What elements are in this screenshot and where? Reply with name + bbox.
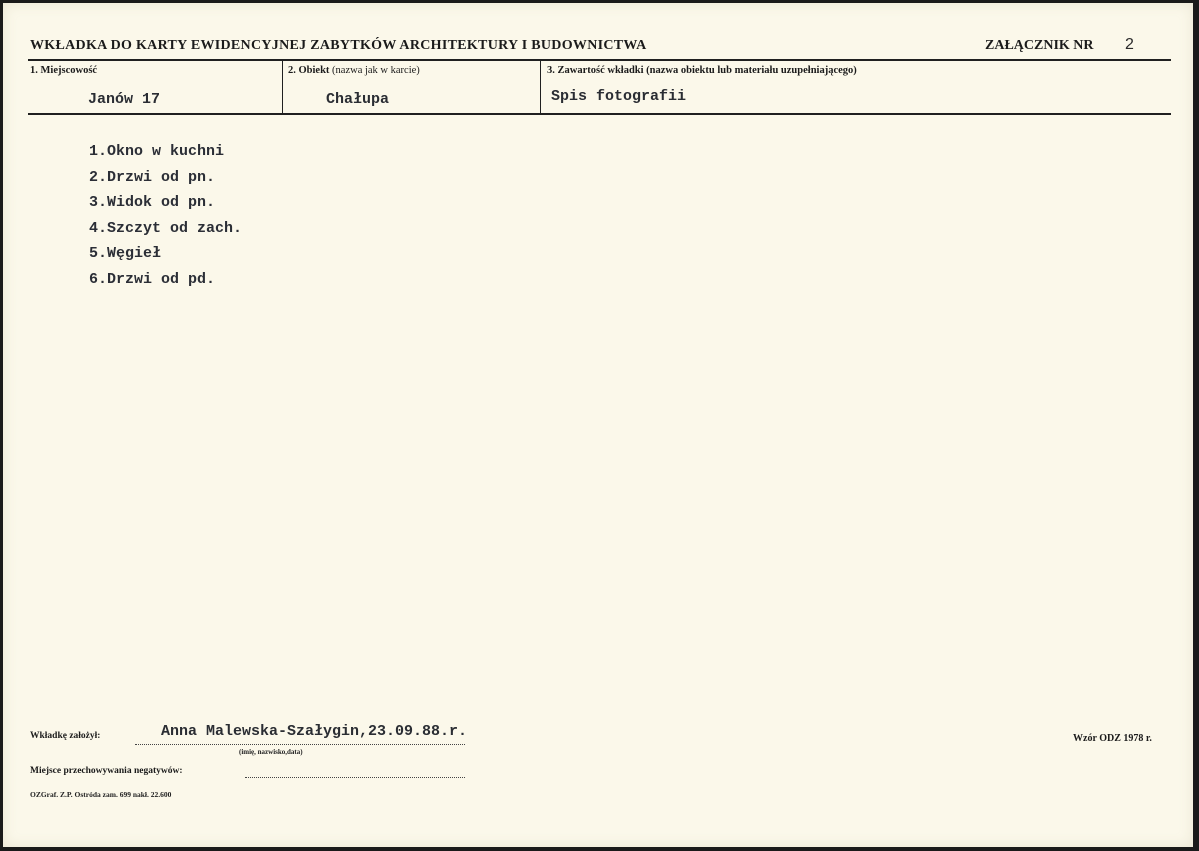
- list-item: 1.Okno w kuchni: [89, 143, 225, 160]
- record-card: [3, 3, 1193, 847]
- locality-label: 1. Miejscowość: [30, 65, 98, 76]
- locality-value: Janów 17: [88, 91, 161, 108]
- column-divider-1: [282, 61, 283, 113]
- column-divider-2: [540, 61, 541, 113]
- author-line: [135, 744, 465, 745]
- annex-number: 2: [1125, 36, 1134, 53]
- fields-bottom-rule: [28, 113, 1171, 115]
- author-hint: (imię, nazwisko,data): [239, 748, 303, 756]
- list-item: 4.Szczyt od zach.: [89, 219, 243, 237]
- author-value: Anna Malewska-Szałygin,23.09.88.r.: [161, 723, 468, 740]
- photo-list: [89, 142, 242, 295]
- list-item: 2.Drzwi od pn.: [89, 168, 216, 186]
- object-value: Chałupa: [326, 91, 390, 108]
- object-label: [288, 65, 420, 76]
- list-item: 5.Węgieł: [89, 245, 162, 262]
- author-label: Wkładkę założył:: [30, 731, 101, 741]
- negatives-line: [245, 777, 465, 778]
- annex-label: ZAŁĄCZNIK NR: [985, 38, 1094, 53]
- contents-label: 3. Zawartość wkładki (nazwa obiektu lub materiału uzupełniającego): [547, 65, 857, 76]
- list-item: 3.Widok od pn.: [89, 194, 216, 211]
- contents-value: Spis fotografii: [551, 88, 687, 105]
- printer-note: OZGraf. Z.P. Ostróda zam. 699 nakł. 22.600: [30, 790, 172, 799]
- negatives-label: Miejsce przechowywania negatywów:: [30, 766, 183, 776]
- list-item: 6.Drzwi od pd.: [89, 270, 216, 288]
- card-title: WKŁADKA DO KARTY EWIDENCYJNEJ ZABYTKÓW ARCHITEKTURY I BUDOWNICTWA: [30, 38, 647, 53]
- object-label-hint: (nazwa jak w karcie): [332, 65, 420, 76]
- template-code: Wzór ODZ 1978 r.: [1073, 733, 1152, 744]
- header-rule: [28, 59, 1171, 61]
- object-label-number: 2. Obiekt: [288, 65, 330, 76]
